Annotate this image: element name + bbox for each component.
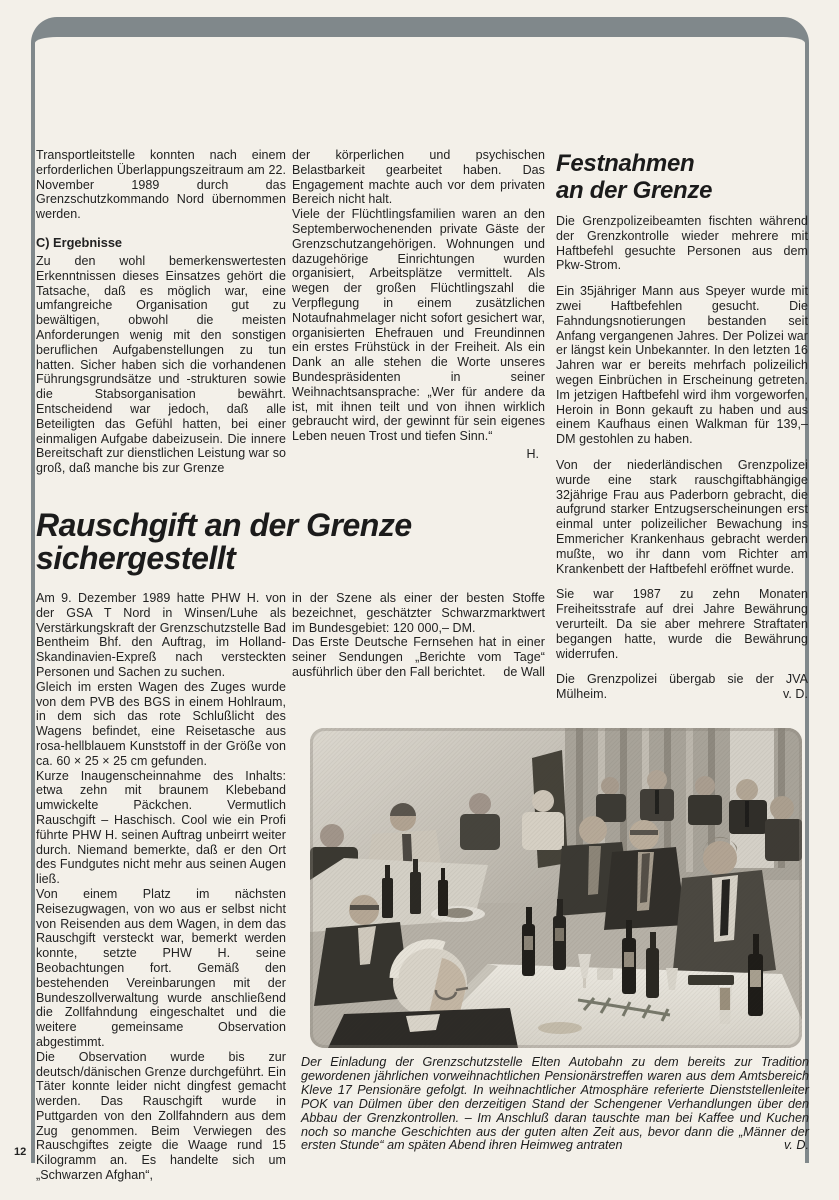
paragraph: in der Szene als einer der besten Stoffe bezeichnet, geschätzter Schwarzmarktwert im Bundesgebiet: 120 000,– DM. (292, 591, 545, 635)
column-festnahmen (556, 150, 808, 702)
title-line: sichergestellt (36, 540, 236, 576)
column-rauschgift-left (36, 591, 286, 1183)
paragraph-text: Die Grenzpolizei übergab sie der JVA Mülheim. (556, 672, 808, 702)
paragraph: Am 9. Dezember 1989 hatte PHW H. von der GSA T Nord in Winsen/Luhe als Verstärkungskraft der Grenzschutzstelle Bad Bentheim Bhf. den Auftrag, im Holland-Skandinavien-Expreß nach versteckten Personen und Sachen zu suchen. (36, 591, 286, 679)
author-signature: de Wall (503, 664, 545, 679)
paragraph: Von einem Platz im nächsten Reisezugwagen, von wo aus er selbst nicht von Reisenden aus dem Wagen, in dem das Rauschgift versteckt war, bemerkt werden konnte, setzte PHW H. seine Beobachtungen fort. Gemäß den bestehenden Vereinbarungen mit der Bundeszollverwaltung wurde anschließend die Zollfahndung eingeschaltet und die weitere gemeinsame Observation abgestimmt. (36, 886, 286, 1049)
paragraph: Gleich im ersten Wagen des Zuges wurde von dem PVB des BGS in einem Hohlraum, in dem sich das rote Schlußlicht des Wagens befindet, eine Reisetasche aus rosa-hellblauem Kunststoff in der Größe von ca. 60 × 25 × 25 cm gefunden. (36, 679, 286, 768)
paragraph-text: Das Erste Deutsche Fernsehen hat in einer seiner Sendungen „Berichte vom Tage“ ausführlich über den Fall berichtet. (292, 635, 545, 679)
paragraph: Ein 35jähriger Mann aus Speyer wurde mit zwei Haftbefehlen gesucht. Die Fahndungsnotierungen bestanden seit Anfang vergangenen Jahres. Der Polizei war er längst kein Unbekannter. In den letzten 16 Jahren war er bereits mehrfach polizeilich wegen Einbrüchen in Erscheinung getreten. Im jetzigen Haftbefehl wird ihm vorgeworfen, Heroin in Bonn gekauft zu haben und aus einem Kaufhaus einen Walkman für 139,– DM gestohlen zu haben. (556, 284, 808, 447)
paragraph: Die Observation wurde bis zur deutsch/dänischen Grenze durchgeführt. Ein Täter konnte leider nicht dingfest gemacht werden. Das Rauschgift wurde in Puttgarden von den Zollfahndern aus dem Zug genommen. Beim Verwiegen des Rauschgiftes zeigte die Waage rund 15 Kilogramm an. Es handelte sich um „Schwarzen Afghan“, (36, 1049, 286, 1183)
photo-image (310, 728, 802, 1048)
column-top-left (36, 148, 286, 476)
paragraph: Zu den wohl bemerkenswertesten Erkenntnissen dieses Einsatzes gehört die Tatsache, daß es möglich war, eine umfangreiche Organisation gut zu bewältigen, obwohl die meisten Anforderungen wenig mit den sonstigen beruflichen Aufgabenstellungen zu tun hatten. Sicher haben sich die vorhandenen Führungsgrundsätze und -strukturen sowie die Stabsorganisation bewährt. Entscheidend war jedoch, daß alle Beteiligten das Gefühl hatten, bei einer einmaligen Aufgabe dabeizusein. Die innere Bereitschaft zur dienstlichen Leistung war so groß, daß manche bis zur Grenze (36, 253, 286, 476)
title-line: Festnahmen (556, 150, 695, 177)
subheading-ergebnisse: C) Ergebnisse (36, 234, 123, 250)
column-rauschgift-middle (292, 591, 545, 680)
title-line: an der Grenze (556, 177, 713, 204)
title-line: Rauschgift an der Grenze (36, 507, 412, 543)
paragraph: Sie war 1987 zu zehn Monaten Freiheitsstrafe auf drei Jahre Bewährung verurteilt. Da sie aber mehrere Straftaten begangen hatte, wurde die Bewährung widerrufen. (556, 587, 808, 661)
paragraph (292, 635, 545, 679)
page-number: 12 (14, 1146, 27, 1158)
paragraph: der körperlichen und psychischen Belastbarkeit gearbeitet haben. Das Engagement machte auch vor dem privaten Bereich nicht halt. (292, 148, 545, 207)
author-signature: H. (526, 446, 539, 461)
pensioners-photo (310, 728, 802, 1048)
caption-text: Der Einladung der Grenzschutzstelle Elten Autobahn zu dem bereits zur Tradition gewordenen jährlichen vorweihnachtlichen Pensionärstreffen waren aus dem Amtsbereich Kleve 17 Pensionäre gefolgt. In weihnachtlicher Atmosphäre referierte Dienststellenleiter POK van Dülmen über den derzeitigen Stand der Schengener Verhandlungen über den Abbau der Grenzkontrollen. – Im Anschluß daran tauschte man bei Kaffee und Kuchen noch so manche Geschichten aus der guten alten Zeit aus, bevor dann die „Männer der ersten Stunde“ am späten Abend ihren Heimweg antraten (301, 1055, 809, 1153)
paragraph: Transportleitstelle konnten nach einem erforderlichen Überlappungszeitraum am 22. November 1989 durch das Grenzschutzkommando Nord übernommen werden. (36, 148, 286, 222)
paragraph: Von der niederländischen Grenzpolizei wurde eine stark rauschgiftabhängige 32jährige Frau aus Paderborn gebracht, die aufgrund starker Entzugserscheinungen erst einmal unter polizeilicher Bewachung ins Emmericher Krankenhaus gebracht werden mußte, wo ihr dann vom Richter am Krankenbett der Haftbefehl eröffnet wurde. (556, 457, 808, 576)
photo-caption (301, 1056, 809, 1153)
paragraph (556, 672, 808, 702)
paragraph: Die Grenzpolizeibeamten fischten während der Grenzkontrolle wieder mehrere mit Haftbefehl gesuchte Personen aus dem Pkw-Strom. (556, 214, 808, 273)
paragraph: Kurze Inaugenscheinnahme des Inhalts: etwa zehn mit braunem Klebeband umwickelte Päckchen. Vermutlich Rauschgift – Haschisch. Cool wie ein Profi führte PHW H. seinen Auftrag unbeirrt weiter durch. Niemand bemerkte, daß er den Ort des Fundgutes nicht mehr aus seinen Augen ließ. (36, 768, 286, 887)
column-top-middle (292, 148, 545, 461)
article-title-festnahmen (556, 150, 808, 204)
author-signature: v. D. (784, 1138, 809, 1153)
author-signature: v. D. (782, 687, 808, 702)
article-title-rauschgift (36, 509, 412, 575)
paragraph: Viele der Flüchtlingsfamilien waren an den Septemberwochenenden private Gäste der Grenzschutzangehörigen. Wohnungen und dazugehörige Einrichtungen wurden organisiert, Arbeitsplätze vermittelt. Als wegen der großen Flüchtlingszahl die Verpflegung in einem zusätzlichen Notaufnahmelager nicht sofort gesichert war, organisierten Ehefrauen und Freundinnen ein erstes Frühstück in der Freiheit. Als ein Dank an alle stehen die Worte unseres Bundespräsidenten in seiner Weihnachtsansprache: „Wer für andere da ist, mit ihnen teilt und von ihnen wirklich gebraucht wird, der gewinnt für sein eigenes Leben neuen Trost und tiefen Sinn.“ (292, 207, 545, 444)
upper-table (310, 858, 488, 932)
